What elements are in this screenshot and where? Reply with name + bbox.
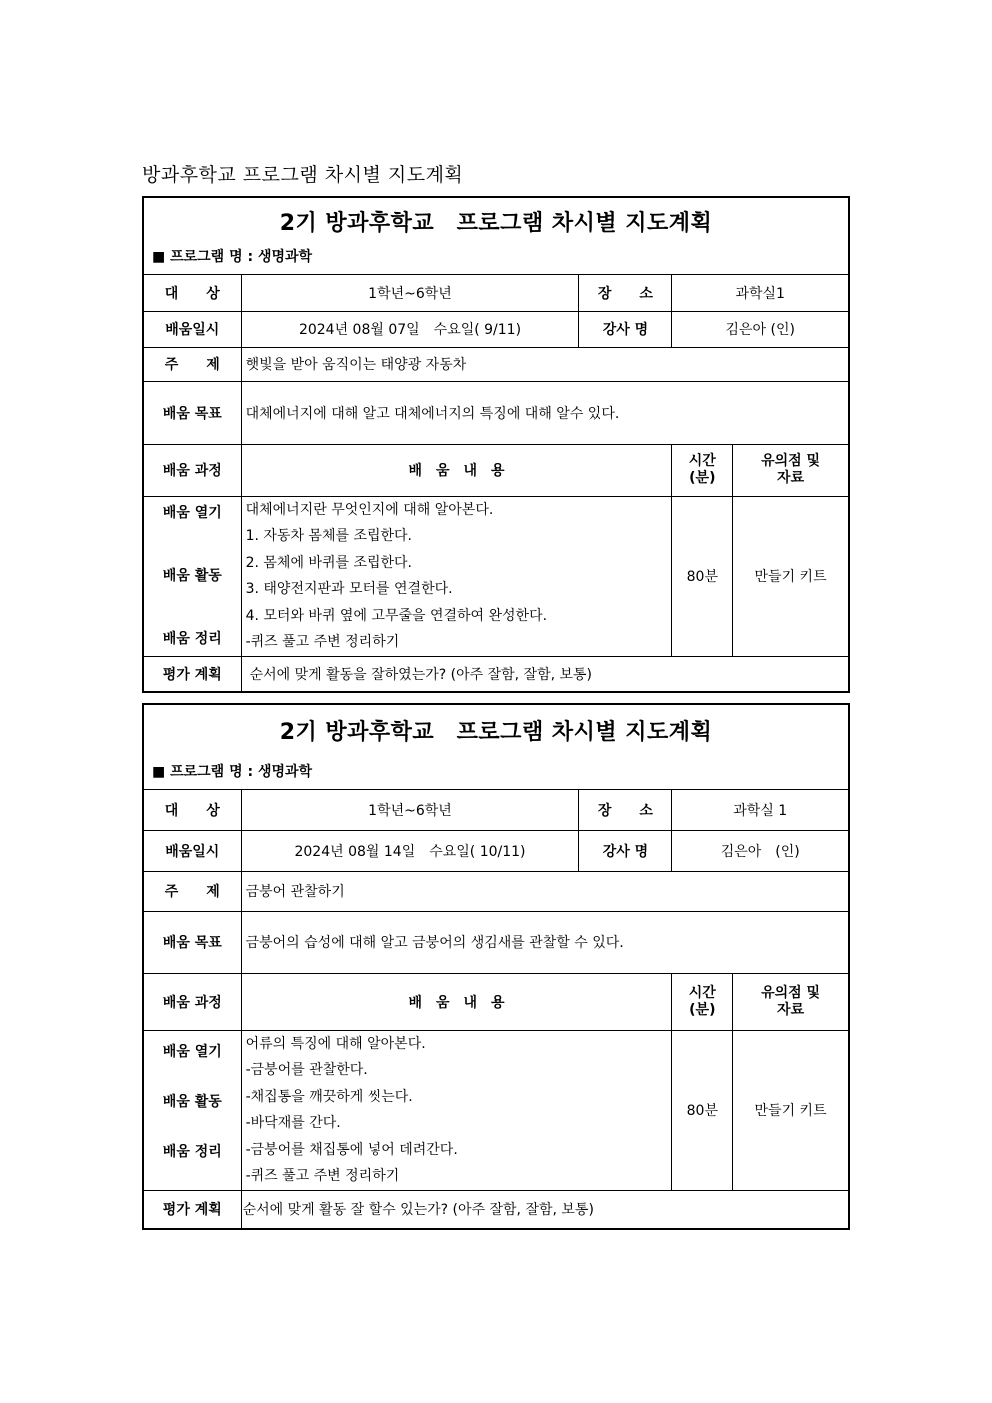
target-label: 대 상 [144,275,241,311]
time-header-line1: 시간 [688,453,716,469]
evaluation-value: 순서에 맞게 활동 잘 할수 있는가? (아주 잘함, 잘함, 보통) [241,1190,848,1228]
process-row [144,496,848,656]
process-label: 배움 과정 [144,444,241,496]
program-name-value: 생명과학 [257,249,313,265]
step-item: 1. 자동차 몸체를 조립한다. [245,528,412,544]
time-header-line1: 시간 [688,984,716,1001]
evaluation-value: 순서에 맞게 활동을 잘하였는가? (아주 잘함, 잘함, 보통) [241,656,848,691]
page-title: 방과후학교 프로그램 차시별 지도계획 [142,164,464,186]
instructor-label: 강사 명 [579,311,672,347]
time-value: 80분 [672,496,733,656]
process-stages [144,496,241,656]
goal-value: 금붕어의 습성에 대해 알고 금붕어의 생김새를 관찰할 수 있다. [241,911,848,973]
notes-header-line1: 유의점 및 [761,984,821,1001]
process-label: 배움 과정 [144,973,241,1030]
topic-value: 햇빛을 받아 움직이는 태양광 자동차 [241,347,848,381]
stage-activity: 배움 활동 [162,1094,222,1110]
goal-label: 배움 목표 [144,911,241,973]
notes-header [733,444,848,496]
content-steps [241,496,672,656]
notes-header-line2: 자료 [777,470,805,486]
evaluation-row [144,1190,848,1228]
stage-wrap: 배움 정리 [162,1144,222,1160]
place-value: 과학실1 [672,275,848,311]
notes-header-line1: 유의점 및 [761,453,821,469]
target-value: 1학년~6학년 [241,275,579,311]
stage-open: 배움 열기 [162,505,222,521]
step-item: -퀴즈 풀고 주변 정리하기 [245,634,400,650]
goal-label: 배움 목표 [144,381,241,444]
topic-row [144,347,848,381]
target-value: 1학년~6학년 [241,790,579,830]
plan-header [144,198,848,275]
stage-activity: 배움 활동 [162,568,222,584]
process-header-row [144,444,848,496]
plan-heading: 2기 방과후학교 프로그램 차시별 지도계획 [279,720,713,745]
topic-label: 주 제 [144,871,241,911]
stage-wrap: 배움 정리 [162,631,222,647]
step-item: 대체에너지란 무엇인지에 대해 알아본다. [245,501,494,518]
notes-header [733,973,848,1030]
date-value: 2024년 08월 07일 수요일( 9/11) [241,311,579,347]
time-value: 80분 [672,1030,733,1190]
process-stages [144,1030,241,1190]
lesson-plan-2 [142,703,850,1230]
target-label: 대 상 [144,790,241,830]
stage-open: 배움 열기 [162,1044,222,1060]
time-header-line2: (분) [689,1001,716,1018]
goal-value: 대체에너지에 대해 알고 대체에너지의 특징에 대해 알수 있다. [241,381,848,444]
time-header [672,973,733,1030]
instructor-value: 김은아 (인) [672,311,848,347]
target-row [144,790,848,830]
process-row [144,1030,848,1190]
date-label: 배움일시 [144,830,241,871]
evaluation-label: 평가 계획 [144,1190,241,1228]
materials-value: 만들기 키트 [733,496,848,656]
step-item: -금붕어를 관찰한다. [245,1062,368,1078]
step-item: 어류의 특징에 대해 알아본다. [245,1035,426,1052]
step-item: -채집통을 깨끗하게 씻는다. [245,1088,413,1105]
plan-heading: 2기 방과후학교 프로그램 차시별 지도계획 [279,211,713,236]
content-header: 배 움 내 용 [241,444,672,496]
program-name-label: ■ 프로그램 명 : [152,249,258,265]
plan-table [144,275,848,691]
instructor-label: 강사 명 [579,830,672,871]
step-item: 2. 몸체에 바퀴를 조립한다. [245,554,412,571]
time-header-line2: (분) [689,470,716,486]
step-item: -퀴즈 풀고 주변 정리하기 [245,1168,400,1184]
step-item: -바닥재를 간다. [245,1115,341,1131]
program-name-value: 생명과학 [257,764,313,780]
lesson-plan-1 [142,196,850,693]
topic-label: 주 제 [144,347,241,381]
program-name-line [144,240,848,274]
step-item: 4. 모터와 바퀴 옆에 고무줄을 연결하여 완성한다. [245,607,548,624]
goal-row [144,911,848,973]
time-header [672,444,733,496]
date-row [144,311,848,347]
place-label: 장 소 [579,790,672,830]
evaluation-row [144,656,848,691]
notes-header-line2: 자료 [777,1001,805,1018]
topic-row [144,871,848,911]
plan-table [144,790,848,1228]
program-name-line [144,755,848,789]
date-value: 2024년 08월 14일 수요일( 10/11) [241,830,579,871]
topic-value: 금붕어 관찰하기 [241,871,848,911]
date-label: 배움일시 [144,311,241,347]
content-steps [241,1030,672,1190]
date-row [144,830,848,871]
place-value: 과학실 1 [672,790,848,830]
evaluation-label: 평가 계획 [144,656,241,691]
target-row [144,275,848,311]
step-item: 3. 태양전지판과 모터를 연결한다. [245,581,453,597]
program-name-label: ■ 프로그램 명 : [152,764,258,780]
place-label: 장 소 [579,275,672,311]
process-header-row [144,973,848,1030]
content-header: 배 움 내 용 [241,973,672,1030]
instructor-value: 김은아 (인) [672,830,848,871]
step-item: -금붕어를 채집통에 넣어 데려간다. [245,1141,458,1158]
materials-value: 만들기 키트 [733,1030,848,1190]
plan-header [144,705,848,790]
goal-row [144,381,848,444]
